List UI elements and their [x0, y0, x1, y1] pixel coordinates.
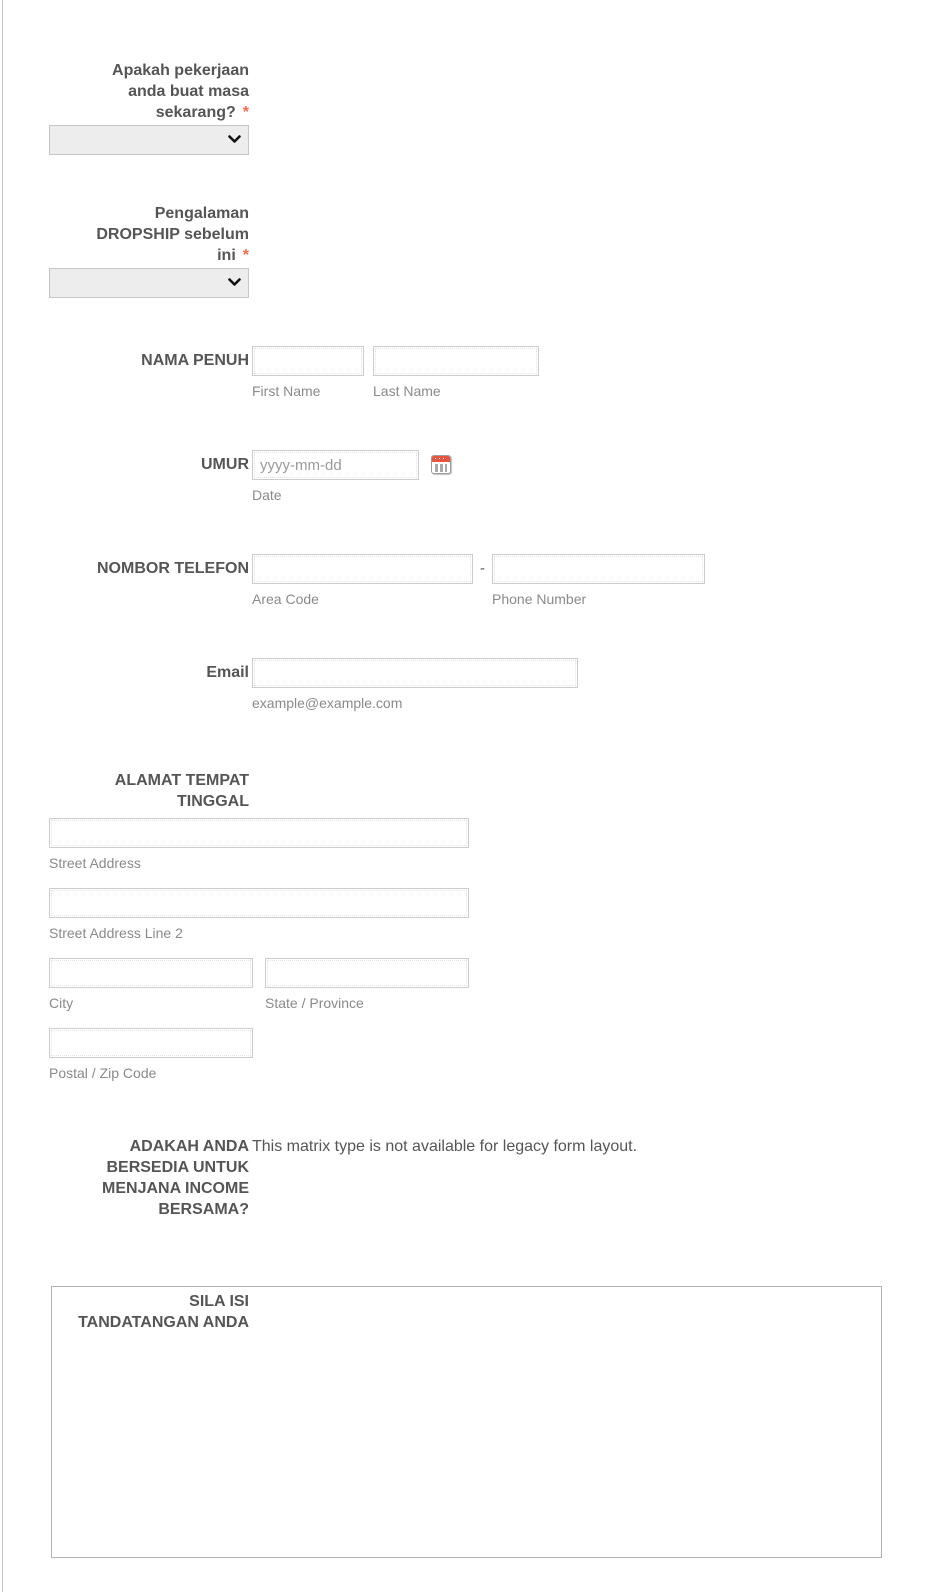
dropship-select[interactable] [49, 268, 249, 298]
occupation-label-line: Apakah pekerjaan [112, 62, 249, 79]
calendar-icon-grid [435, 464, 447, 472]
matrix-label-line: BERSAMA? [158, 1201, 249, 1218]
matrix-label-line: ADAKAH ANDA [129, 1138, 249, 1155]
address-label [49, 770, 249, 812]
age-label: UMUR [201, 456, 249, 473]
area-code-input[interactable] [252, 554, 473, 584]
address-label-line: TINGGAL [177, 793, 249, 810]
date-sublabel: Date [252, 487, 282, 503]
state-input[interactable] [265, 958, 469, 988]
occupation-select[interactable] [49, 125, 249, 155]
matrix-label-line: BERSEDIA UNTUK [106, 1159, 249, 1176]
fullname-field [49, 346, 930, 400]
state-sublabel: State / Province [265, 995, 364, 1011]
calendar-icon[interactable] [431, 455, 451, 474]
occupation-select-wrap [49, 125, 249, 155]
signature-label-line: SILA ISI [189, 1293, 249, 1310]
address-label-line: ALAMAT TEMPAT [114, 772, 249, 789]
signature-field [49, 1286, 930, 1558]
dropship-label-line: ini * [217, 247, 249, 264]
required-asterisk: * [242, 104, 249, 121]
required-asterisk: * [242, 247, 249, 264]
first-name-sublabel: First Name [252, 383, 321, 399]
fullname-label: NAMA PENUH [141, 352, 249, 369]
email-field [49, 658, 930, 712]
dropship-field [49, 203, 930, 298]
phone-number-input[interactable] [492, 554, 705, 584]
phone-field [49, 554, 930, 608]
calendar-icon-header [432, 456, 450, 462]
last-name-sublabel: Last Name [373, 383, 441, 399]
matrix-label [49, 1136, 249, 1220]
email-label: Email [206, 664, 249, 681]
dropship-label-line: DROPSHIP sebelum [96, 226, 249, 243]
address-field [49, 770, 930, 1082]
occupation-field [49, 60, 930, 155]
postal-input[interactable] [49, 1028, 253, 1058]
city-input[interactable] [49, 958, 253, 988]
phone-number-sublabel: Phone Number [492, 591, 587, 607]
matrix-field [49, 1136, 930, 1220]
phone-label: NOMBOR TELEFON [97, 560, 249, 577]
postal-sublabel: Postal / Zip Code [49, 1065, 157, 1081]
area-code-sublabel: Area Code [252, 591, 319, 607]
dropship-label-line: Pengalaman [154, 205, 249, 222]
matrix-unavailable-notice: This matrix type is not available for legacy form layout. [252, 1138, 638, 1155]
email-sublabel: example@example.com [252, 695, 403, 711]
city-sublabel: City [49, 995, 74, 1011]
signature-label [49, 1291, 249, 1333]
occupation-label [49, 60, 249, 123]
street-address2-input[interactable] [49, 888, 469, 918]
age-field [49, 450, 930, 504]
dropship-label [49, 203, 249, 266]
street-address-sublabel: Street Address [49, 855, 141, 871]
last-name-input[interactable] [373, 346, 539, 376]
email-input[interactable] [252, 658, 578, 688]
matrix-label-line: MENJANA INCOME [102, 1180, 249, 1197]
date-input[interactable] [252, 450, 419, 480]
phone-separator: - [480, 560, 485, 577]
street-address-input[interactable] [49, 818, 469, 848]
signature-label-line: TANDATANGAN ANDA [78, 1314, 249, 1331]
occupation-label-line: anda buat masa [128, 83, 249, 100]
left-border-rule [2, 0, 3, 1592]
dropship-select-wrap [49, 268, 249, 298]
street-address2-sublabel: Street Address Line 2 [49, 925, 183, 941]
first-name-input[interactable] [252, 346, 364, 376]
occupation-label-line: sekarang? * [155, 104, 249, 121]
